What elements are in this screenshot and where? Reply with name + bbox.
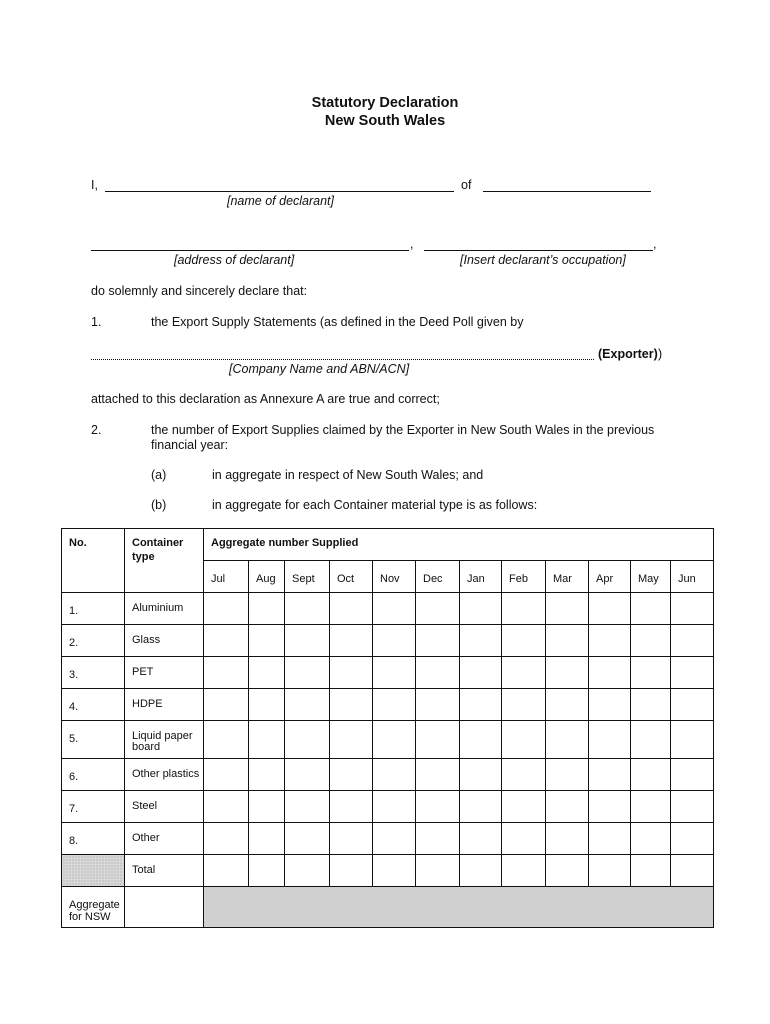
- month-header-mar: Mar: [546, 561, 589, 593]
- row-1-oct-cell[interactable]: [330, 593, 373, 625]
- row-3-dec-cell[interactable]: [416, 657, 460, 689]
- row-5-jun-cell[interactable]: [671, 721, 714, 759]
- row-8-apr-cell[interactable]: [589, 823, 631, 855]
- sub-a-label: (a): [151, 468, 167, 482]
- row-8-nov-cell[interactable]: [373, 823, 416, 855]
- declarant-name-field[interactable]: [105, 191, 454, 192]
- table-row: [62, 721, 714, 759]
- row-3-apr-cell[interactable]: [589, 657, 631, 689]
- row-8-jun-cell[interactable]: [671, 823, 714, 855]
- row-3-oct-cell[interactable]: [330, 657, 373, 689]
- supply-table: [61, 528, 714, 928]
- container-type: HDPE: [125, 689, 204, 721]
- row-3-nov-cell[interactable]: [373, 657, 416, 689]
- row-7-may-cell[interactable]: [631, 791, 671, 823]
- row-6-oct-cell[interactable]: [330, 759, 373, 791]
- row-2-feb-cell[interactable]: [502, 625, 546, 657]
- row-2-oct-cell[interactable]: [330, 625, 373, 657]
- container-type: Other: [125, 823, 204, 855]
- row-4-may-cell[interactable]: [631, 689, 671, 721]
- annexure-text: attached to this declaration as Annexure A are true and correct;: [91, 392, 440, 406]
- row-3-jul-cell[interactable]: [204, 657, 249, 689]
- row-number: 5.: [62, 721, 125, 759]
- sub-a-text: in aggregate in respect of New South Wales; and: [212, 468, 484, 482]
- row-1-jun-cell[interactable]: [671, 593, 714, 625]
- container-type: Liquid paper board: [125, 721, 204, 759]
- row-5-feb-cell[interactable]: [502, 721, 546, 759]
- row-5-jan-cell[interactable]: [460, 721, 502, 759]
- row-5-sept-cell[interactable]: [285, 721, 330, 759]
- container-type: Aluminium: [125, 593, 204, 625]
- table-row: [62, 791, 714, 823]
- col-no-header: No.: [62, 529, 125, 593]
- total-aug-cell[interactable]: [249, 855, 285, 887]
- row-7-nov-cell[interactable]: [373, 791, 416, 823]
- total-oct-cell[interactable]: [330, 855, 373, 887]
- row-1-nov-cell[interactable]: [373, 593, 416, 625]
- month-header-jun: Jun: [671, 561, 714, 593]
- row-6-jun-cell[interactable]: [671, 759, 714, 791]
- row-6-aug-cell[interactable]: [249, 759, 285, 791]
- row-7-dec-cell[interactable]: [416, 791, 460, 823]
- col-type-header: Container type: [125, 529, 204, 593]
- table-row: [62, 625, 714, 657]
- row-4-sept-cell[interactable]: [285, 689, 330, 721]
- row-4-aug-cell[interactable]: [249, 689, 285, 721]
- container-type: Steel: [125, 791, 204, 823]
- row-5-jul-cell[interactable]: [204, 721, 249, 759]
- row-3-feb-cell[interactable]: [502, 657, 546, 689]
- company-field[interactable]: [91, 359, 594, 360]
- table-row: [62, 593, 714, 625]
- declarant-of-field[interactable]: [483, 191, 651, 192]
- row-3-mar-cell[interactable]: [546, 657, 589, 689]
- row-4-feb-cell[interactable]: [502, 689, 546, 721]
- row-8-mar-cell[interactable]: [546, 823, 589, 855]
- month-header-aug: Aug: [249, 561, 285, 593]
- exporter-close-paren: ): [658, 347, 663, 361]
- occupation-comma: ,: [653, 237, 657, 251]
- row-2-jun-cell[interactable]: [671, 625, 714, 657]
- row-3-sept-cell[interactable]: [285, 657, 330, 689]
- row-number: 4.: [62, 689, 125, 721]
- row-4-jan-cell[interactable]: [460, 689, 502, 721]
- row-8-may-cell[interactable]: [631, 823, 671, 855]
- row-2-dec-cell[interactable]: [416, 625, 460, 657]
- row-7-jun-cell[interactable]: [671, 791, 714, 823]
- address-field[interactable]: [91, 250, 409, 251]
- row-number: 3.: [62, 657, 125, 689]
- table-row: [62, 759, 714, 791]
- row-6-feb-cell[interactable]: [502, 759, 546, 791]
- row-5-mar-cell[interactable]: [546, 721, 589, 759]
- total-shaded-cell: [62, 855, 125, 887]
- row-8-aug-cell[interactable]: [249, 823, 285, 855]
- row-2-jul-cell[interactable]: [204, 625, 249, 657]
- occupation-hint: [Insert declarant’s occupation]: [460, 253, 626, 267]
- row-number: 7.: [62, 791, 125, 823]
- col-aggregate-header: Aggregate number Supplied: [204, 529, 714, 561]
- row-5-nov-cell[interactable]: [373, 721, 416, 759]
- total-nov-cell[interactable]: [373, 855, 416, 887]
- occupation-field[interactable]: [424, 250, 653, 251]
- row-7-jul-cell[interactable]: [204, 791, 249, 823]
- declarant-prefix: I,: [91, 178, 98, 192]
- total-jun-cell[interactable]: [671, 855, 714, 887]
- row-7-oct-cell[interactable]: [330, 791, 373, 823]
- row-1-jul-cell[interactable]: [204, 593, 249, 625]
- sub-b-text: in aggregate for each Container material type is as follows:: [212, 498, 538, 512]
- row-8-oct-cell[interactable]: [330, 823, 373, 855]
- row-2-apr-cell[interactable]: [589, 625, 631, 657]
- row-4-nov-cell[interactable]: [373, 689, 416, 721]
- company-hint: [Company Name and ABN/ACN]: [229, 362, 410, 376]
- item2-number: 2.: [91, 423, 102, 437]
- total-may-cell[interactable]: [631, 855, 671, 887]
- row-8-jul-cell[interactable]: [204, 823, 249, 855]
- aggregate-nsw-value-cell[interactable]: [125, 887, 204, 928]
- row-8-feb-cell[interactable]: [502, 823, 546, 855]
- row-1-mar-cell[interactable]: [546, 593, 589, 625]
- aggregate-nsw-label: Aggregate for NSW: [62, 887, 125, 928]
- table-row: [62, 689, 714, 721]
- row-7-aug-cell[interactable]: [249, 791, 285, 823]
- row-7-mar-cell[interactable]: [546, 791, 589, 823]
- row-3-may-cell[interactable]: [631, 657, 671, 689]
- row-2-aug-cell[interactable]: [249, 625, 285, 657]
- document-subtitle: New South Wales: [324, 113, 446, 129]
- sub-b-label: (b): [151, 498, 167, 512]
- row-4-apr-cell[interactable]: [589, 689, 631, 721]
- row-7-feb-cell[interactable]: [502, 791, 546, 823]
- month-header-feb: Feb: [502, 561, 546, 593]
- row-1-feb-cell[interactable]: [502, 593, 546, 625]
- row-6-apr-cell[interactable]: [589, 759, 631, 791]
- month-header-oct: Oct: [330, 561, 373, 593]
- address-hint: [address of declarant]: [174, 253, 295, 267]
- month-header-nov: Nov: [373, 561, 416, 593]
- row-5-may-cell[interactable]: [631, 721, 671, 759]
- declare-text: do solemnly and sincerely declare that:: [91, 284, 308, 298]
- total-apr-cell[interactable]: [589, 855, 631, 887]
- row-3-jan-cell[interactable]: [460, 657, 502, 689]
- row-6-mar-cell[interactable]: [546, 759, 589, 791]
- month-header-jul: Jul: [204, 561, 249, 593]
- month-header-jan: Jan: [460, 561, 502, 593]
- row-2-sept-cell[interactable]: [285, 625, 330, 657]
- row-4-jul-cell[interactable]: [204, 689, 249, 721]
- total-jan-cell[interactable]: [460, 855, 502, 887]
- table-row: [62, 657, 714, 689]
- row-6-sept-cell[interactable]: [285, 759, 330, 791]
- row-1-sept-cell[interactable]: [285, 593, 330, 625]
- item1-text: the Export Supply Statements (as defined in the Deed Poll given by: [151, 315, 524, 329]
- row-5-dec-cell[interactable]: [416, 721, 460, 759]
- item2-text-line2: financial year:: [151, 438, 229, 452]
- row-2-mar-cell[interactable]: [546, 625, 589, 657]
- row-number: 6.: [62, 759, 125, 791]
- row-8-dec-cell[interactable]: [416, 823, 460, 855]
- document-title: Statutory Declaration: [311, 95, 459, 111]
- row-number: 1.: [62, 593, 125, 625]
- row-4-jun-cell[interactable]: [671, 689, 714, 721]
- total-jul-cell[interactable]: [204, 855, 249, 887]
- total-sept-cell[interactable]: [285, 855, 330, 887]
- row-3-jun-cell[interactable]: [671, 657, 714, 689]
- row-7-sept-cell[interactable]: [285, 791, 330, 823]
- row-5-oct-cell[interactable]: [330, 721, 373, 759]
- row-5-aug-cell[interactable]: [249, 721, 285, 759]
- total-mar-cell[interactable]: [546, 855, 589, 887]
- row-5-apr-cell[interactable]: [589, 721, 631, 759]
- row-7-apr-cell[interactable]: [589, 791, 631, 823]
- container-type: Glass: [125, 625, 204, 657]
- row-2-may-cell[interactable]: [631, 625, 671, 657]
- row-2-nov-cell[interactable]: [373, 625, 416, 657]
- of-label: of: [461, 178, 472, 192]
- row-8-sept-cell[interactable]: [285, 823, 330, 855]
- exporter-label: (Exporter): [598, 347, 658, 361]
- aggregate-nsw-row: [62, 887, 714, 928]
- item1-number: 1.: [91, 315, 102, 329]
- item2-text-line1: the number of Export Supplies claimed by the Exporter in New South Wales in the previous: [151, 423, 655, 437]
- name-hint: [name of declarant]: [227, 194, 335, 208]
- container-type: PET: [125, 657, 204, 689]
- total-feb-cell[interactable]: [502, 855, 546, 887]
- row-4-dec-cell[interactable]: [416, 689, 460, 721]
- row-1-jan-cell[interactable]: [460, 593, 502, 625]
- row-4-mar-cell[interactable]: [546, 689, 589, 721]
- month-header-dec: Dec: [416, 561, 460, 593]
- row-2-jan-cell[interactable]: [460, 625, 502, 657]
- row-6-nov-cell[interactable]: [373, 759, 416, 791]
- row-number: 8.: [62, 823, 125, 855]
- row-6-dec-cell[interactable]: [416, 759, 460, 791]
- month-header-sept: Sept: [285, 561, 330, 593]
- row-4-oct-cell[interactable]: [330, 689, 373, 721]
- aggregate-nsw-shaded-cell: [204, 887, 714, 928]
- total-row: [62, 855, 714, 887]
- row-7-jan-cell[interactable]: [460, 791, 502, 823]
- container-type: Other plastics: [125, 759, 204, 791]
- row-3-aug-cell[interactable]: [249, 657, 285, 689]
- row-1-dec-cell[interactable]: [416, 593, 460, 625]
- row-8-jan-cell[interactable]: [460, 823, 502, 855]
- month-header-apr: Apr: [589, 561, 631, 593]
- row-number: 2.: [62, 625, 125, 657]
- table-row: [62, 823, 714, 855]
- row-1-apr-cell[interactable]: [589, 593, 631, 625]
- row-6-may-cell[interactable]: [631, 759, 671, 791]
- row-1-may-cell[interactable]: [631, 593, 671, 625]
- total-dec-cell[interactable]: [416, 855, 460, 887]
- row-6-jan-cell[interactable]: [460, 759, 502, 791]
- total-label: Total: [125, 855, 204, 887]
- row-1-aug-cell[interactable]: [249, 593, 285, 625]
- row-6-jul-cell[interactable]: [204, 759, 249, 791]
- month-header-may: May: [631, 561, 671, 593]
- address-comma: ,: [410, 237, 414, 251]
